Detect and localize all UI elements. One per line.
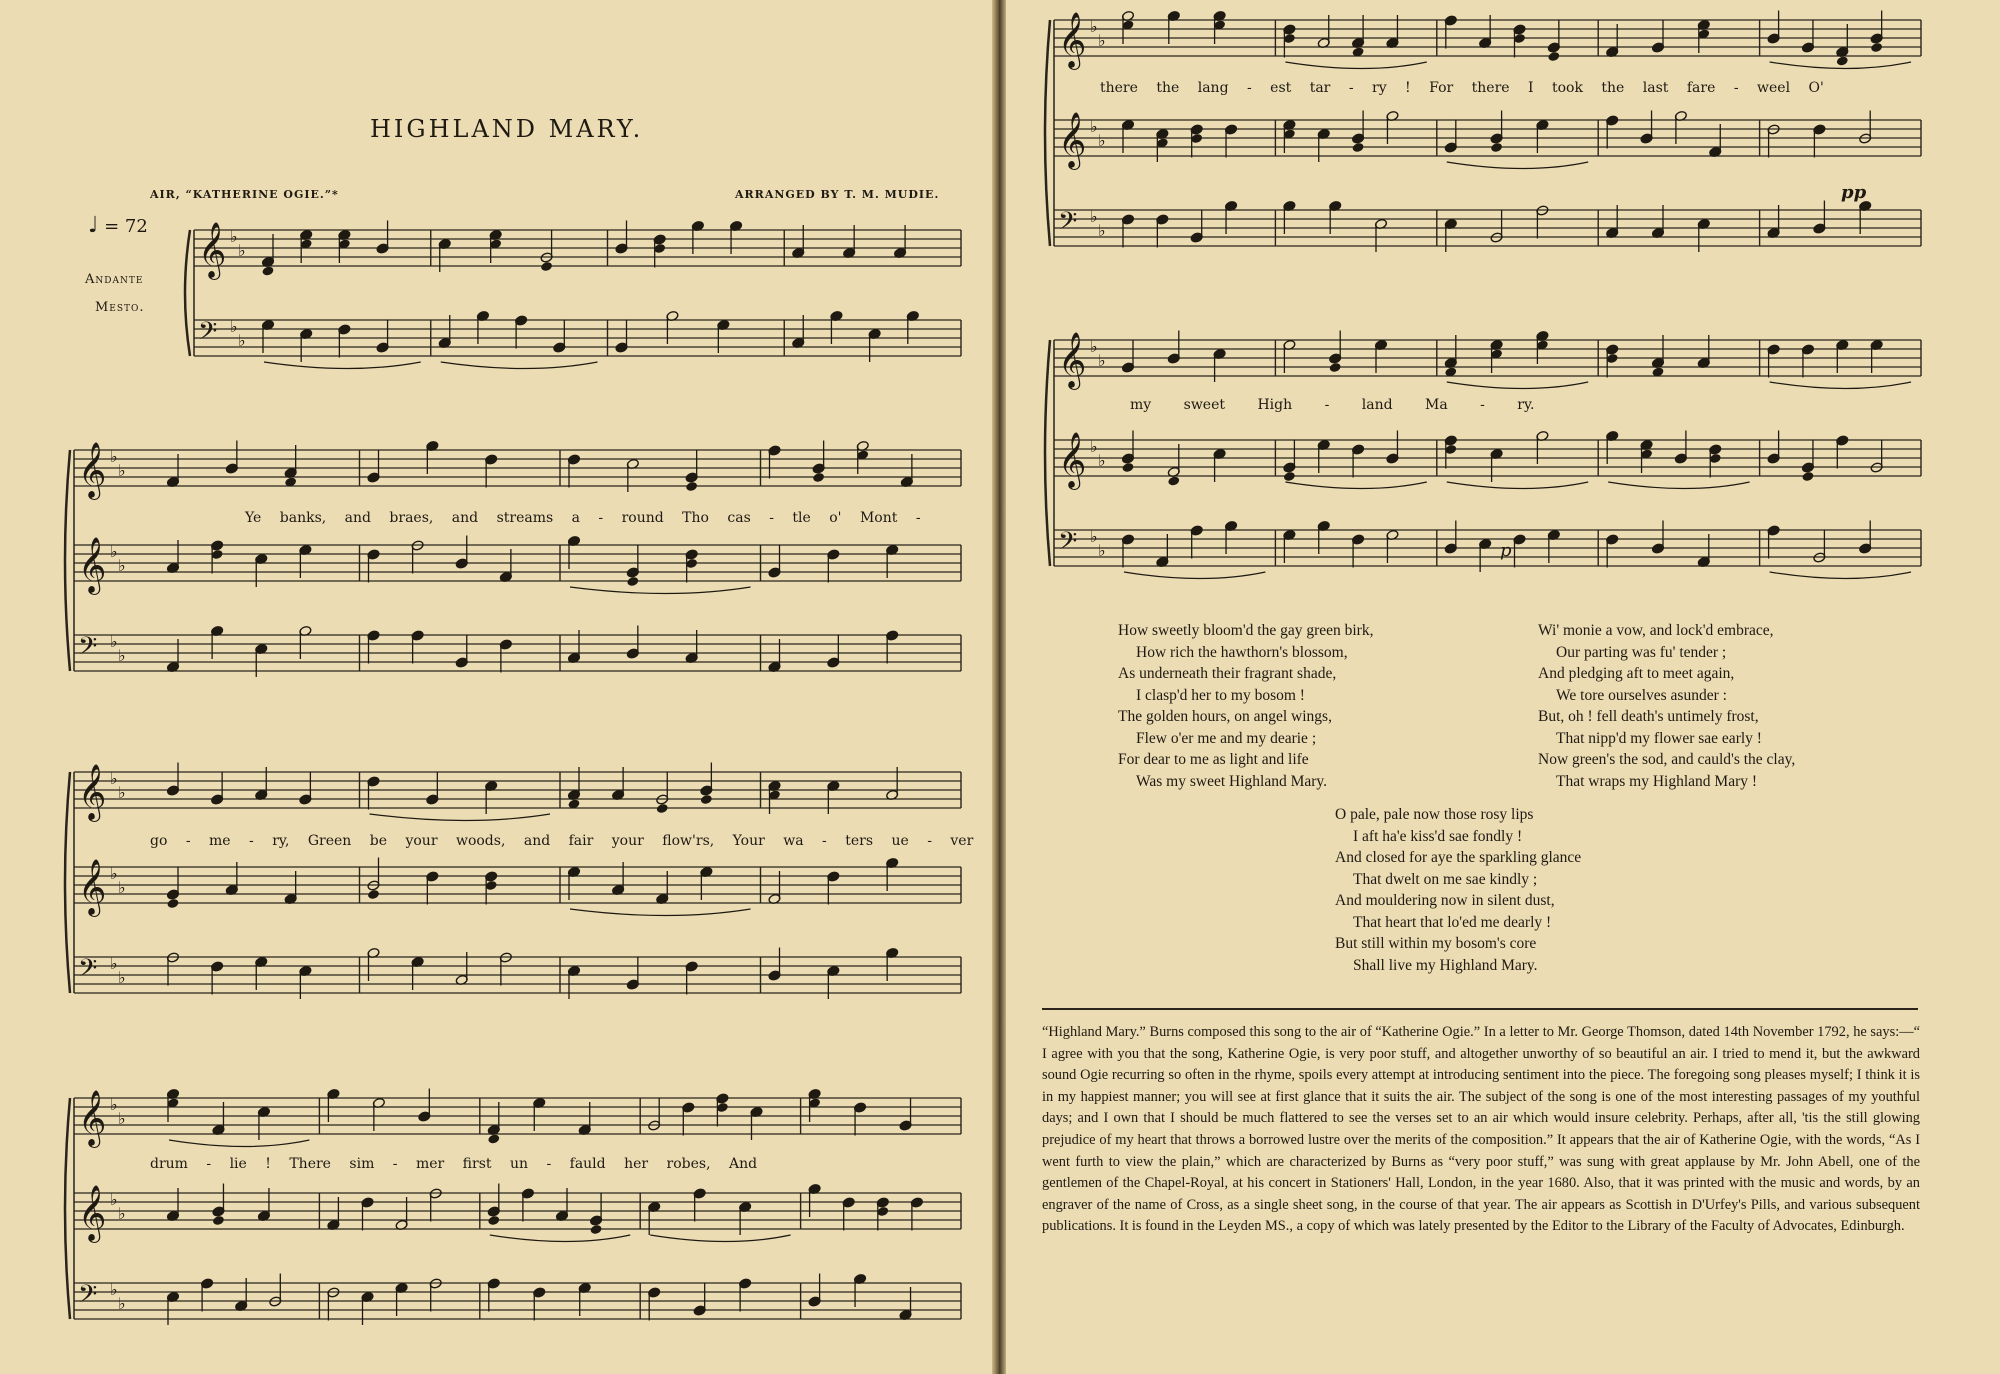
slur <box>1447 382 1588 389</box>
flat-icon: ♭ <box>118 1109 126 1128</box>
note-head <box>540 261 553 272</box>
note-head <box>1801 471 1814 482</box>
lyric-line-4: there the lang - est tar - ry ! For there I took the last fare - weel O' <box>1100 80 1824 96</box>
brace-icon <box>65 772 70 993</box>
verse-line: As underneath their fragrant shade, <box>1118 665 1337 682</box>
music-system-6 <box>1040 325 1925 615</box>
note-head <box>656 803 669 814</box>
music-system-1 <box>180 210 965 400</box>
verse-line: For dear to me as light and life <box>1118 751 1309 768</box>
slur <box>1608 482 1749 489</box>
flat-icon: ♭ <box>110 542 118 561</box>
bass-clef-icon: 𝄢 <box>1058 207 1078 242</box>
note-head <box>812 472 825 483</box>
music-system-2 <box>60 430 965 720</box>
brace-icon <box>1045 340 1050 566</box>
slur <box>570 909 751 916</box>
slur <box>650 1235 790 1242</box>
tempo-marking <box>88 213 148 238</box>
verse-line: Wi' monie a vow, and lock'd embrace, <box>1538 622 1774 639</box>
historical-note: “Highland Mary.” Burns composed this song to the air of “Katherine Ogie.” In a letter to Mr. George Thomson, dated 14th November 1792, he says:—“ I agree with you that the song, Katherine Ogie, is very poor stuff, and altogether unworthy of so beautiful an air. I tried to mend it, but the awkward sound Ogie recurring so often in the rhyme, spoils every attempt at introducing sentiment into the piece. The foregoing song pleases myself; I think it is in my happiest manner; you will see at first glance that it suits the air. The subject of the song is one of the most interesting passages of my youthful days; and I own that I should be much flattered to see the verses set to an air which would insure celebrity. Perhaps, after all, 'tis the still glowing prejudice of my heart that throws a borrowed lustre over the merits of the composition.” It appears that the air of Katherine Ogie, with the words, “As I went furth to view the plain,” which are characterized by Burns as “very poor stuff,” was sung with great applause by Mr. John Abell, one of the gentlemen of the Chapel-Royal, at his concert in Stationers' Hall, London, in the year 1680. Also, that it was printed with the music and words, by an engraver of the name of Cross, as a single sheet song, in the course of that year. The air appears as Scottish in D'Urfey's Pills, and various subsequent publications. It is found in the Leyden MS., a copy of which was lately presented by the Editor to the Library of the Faculty of Advocates, Edinburgh. <box>1042 1024 1920 1235</box>
flat-icon: ♭ <box>118 1204 126 1223</box>
verse-line: The golden hours, on angel wings, <box>1118 708 1332 725</box>
flat-icon: ♭ <box>238 241 246 260</box>
lyric-line-5: my sweet High - land Ma - ry. <box>1130 397 1535 413</box>
note-head <box>1547 51 1560 62</box>
slur <box>1770 382 1911 389</box>
flat-icon: ♭ <box>110 1190 118 1209</box>
verse-line: But, oh ! fell death's untimely frost, <box>1538 708 1759 725</box>
note-head <box>487 1215 500 1226</box>
lyric-line-1: Ye banks, and braes, and streams a - round Tho cas - tle o' Mont - <box>245 510 921 526</box>
flat-icon: ♭ <box>230 317 238 336</box>
flat-icon: ♭ <box>110 632 118 651</box>
air-credit: AIR, “KATHERINE OGIE.”* <box>150 188 339 201</box>
flat-icon: ♭ <box>1098 221 1106 240</box>
flat-icon: ♭ <box>110 1280 118 1299</box>
flat-icon: ♭ <box>230 227 238 246</box>
music-system-5 <box>1040 5 1925 295</box>
flat-icon: ♭ <box>1098 31 1106 50</box>
treble-clef-icon: 𝄞 <box>78 1090 107 1146</box>
dynamic-p: p <box>1500 540 1512 561</box>
verse-line: That heart that lo'ed me dearly ! <box>1353 913 1552 931</box>
verse-line: I clasp'd her to my bosom ! <box>1136 686 1305 704</box>
flat-icon: ♭ <box>118 1294 126 1313</box>
flat-icon: ♭ <box>1090 527 1098 546</box>
note-head <box>261 265 274 276</box>
note-head <box>212 1215 225 1226</box>
section-rule <box>1042 1008 1918 1010</box>
treble-clef-icon: 𝄞 <box>78 764 107 820</box>
note-head <box>685 481 698 492</box>
flat-icon: ♭ <box>1090 17 1098 36</box>
slur <box>1447 162 1588 169</box>
verse-line: Now green's the sod, and cauld's the clay, <box>1538 751 1796 768</box>
arranger-credit: ARRANGED BY T. M. MUDIE. <box>735 188 940 201</box>
note-head <box>1121 462 1134 473</box>
slur <box>1285 62 1426 69</box>
note-head <box>700 794 713 805</box>
note-head <box>1870 42 1883 53</box>
flat-icon: ♭ <box>118 878 126 897</box>
book-gutter <box>992 0 1006 1374</box>
verse-line: Shall live my Highland Mary. <box>1353 956 1538 974</box>
flat-icon: ♭ <box>1098 351 1106 370</box>
note-head <box>1283 471 1296 482</box>
slur <box>570 587 751 594</box>
treble-clef-icon: 𝄞 <box>1058 332 1087 388</box>
flat-icon: ♭ <box>118 461 126 480</box>
bass-clef-icon: 𝄢 <box>198 317 218 352</box>
song-title: HIGHLAND MARY. <box>370 115 644 143</box>
treble-clef-icon: 𝄞 <box>1058 12 1087 68</box>
lyric-line-2: go - me - ry, Green be your woods, and fair your flow'rs, Your wa - ters ue - ver <box>150 833 974 849</box>
treble-clef-icon: 𝄞 <box>1058 432 1087 488</box>
treble-clef-icon: 𝄞 <box>78 537 107 593</box>
verse-line: How rich the hawthorn's blossom, <box>1136 643 1348 661</box>
flat-icon: ♭ <box>1090 207 1098 226</box>
dynamic-pp: pp <box>1841 182 1867 203</box>
note-head <box>1352 142 1365 153</box>
brace-icon <box>1045 20 1050 246</box>
bass-clef-icon: 𝄢 <box>78 632 98 667</box>
verse-line: But still within my bosom's core <box>1335 935 1537 952</box>
music-system-3 <box>60 752 965 1042</box>
flat-icon: ♭ <box>118 783 126 802</box>
verse-line: That nipp'd my flower sae early ! <box>1556 729 1762 747</box>
slur <box>264 362 421 369</box>
lyric-line-3: drum - lie ! There sim - mer first un - fauld her robes, And <box>150 1156 758 1172</box>
note-head <box>487 1133 500 1144</box>
verse-line: That wraps my Highland Mary ! <box>1556 772 1758 790</box>
brace-icon <box>185 230 190 356</box>
note-head <box>1329 362 1342 373</box>
note-head <box>166 898 179 909</box>
flat-icon: ♭ <box>1098 541 1106 560</box>
verse-line: And pledging aft to meet again, <box>1538 665 1735 682</box>
bass-clef-icon: 𝄢 <box>78 1280 98 1315</box>
treble-clef-icon: 𝄞 <box>198 222 227 278</box>
flat-icon: ♭ <box>110 447 118 466</box>
note-head <box>1167 475 1180 486</box>
crotchet-icon: ♩ <box>88 213 99 238</box>
slur <box>441 362 598 369</box>
treble-clef-icon: 𝄞 <box>78 1185 107 1241</box>
tempo-word-1: Andante <box>85 272 144 287</box>
brace-icon <box>65 450 70 671</box>
verse-line: And closed for aye the sparkling glance <box>1335 849 1582 866</box>
slur <box>1285 482 1426 489</box>
flat-icon: ♭ <box>1098 131 1106 150</box>
flat-icon: ♭ <box>110 954 118 973</box>
verse-center <box>1335 804 1581 976</box>
flat-icon: ♭ <box>1098 451 1106 470</box>
verse-line: I aft ha'e kiss'd sae fondly ! <box>1353 827 1523 845</box>
treble-clef-icon: 𝄞 <box>78 859 107 915</box>
flat-icon: ♭ <box>1090 437 1098 456</box>
flat-icon: ♭ <box>110 769 118 788</box>
verse-line: That dwelt on me sae kindly ; <box>1353 870 1538 888</box>
tempo-word-2: Mesto. <box>95 300 145 315</box>
flat-icon: ♭ <box>1090 337 1098 356</box>
flat-icon: ♭ <box>118 646 126 665</box>
flat-icon: ♭ <box>238 331 246 350</box>
note-head <box>1836 55 1849 66</box>
note-head <box>626 576 639 587</box>
flat-icon: ♭ <box>110 864 118 883</box>
note-head <box>367 889 380 900</box>
verse-line: Our parting was fu' tender ; <box>1556 643 1727 661</box>
flat-icon: ♭ <box>1090 117 1098 136</box>
note-head <box>1490 142 1503 153</box>
slur <box>1447 482 1588 489</box>
tempo-value: = 72 <box>104 216 148 237</box>
slur <box>1124 572 1265 579</box>
verse-line: Was my sweet Highland Mary. <box>1136 772 1328 790</box>
verse-line: How sweetly bloom'd the gay green birk, <box>1118 622 1374 639</box>
verse-line: We tore ourselves asunder : <box>1556 686 1727 704</box>
music-system-4 <box>60 1078 965 1368</box>
flat-icon: ♭ <box>118 556 126 575</box>
verse-line: Flew o'er me and my dearie ; <box>1136 729 1317 747</box>
note-head <box>590 1224 603 1235</box>
slur <box>1770 572 1911 579</box>
bass-clef-icon: 𝄢 <box>1058 527 1078 562</box>
slur <box>169 1140 309 1147</box>
slur <box>490 1235 630 1242</box>
slur <box>370 814 551 821</box>
treble-clef-icon: 𝄞 <box>1058 112 1087 168</box>
verse-right <box>1538 620 1795 792</box>
verse-left <box>1118 620 1373 792</box>
verse-line: O pale, pale now those rosy lips <box>1335 806 1534 823</box>
bass-clef-icon: 𝄢 <box>78 954 98 989</box>
flat-icon: ♭ <box>110 1095 118 1114</box>
flat-icon: ♭ <box>118 968 126 987</box>
verse-line: And mouldering now in silent dust, <box>1335 892 1555 909</box>
treble-clef-icon: 𝄞 <box>78 442 107 498</box>
brace-icon <box>65 1098 70 1319</box>
